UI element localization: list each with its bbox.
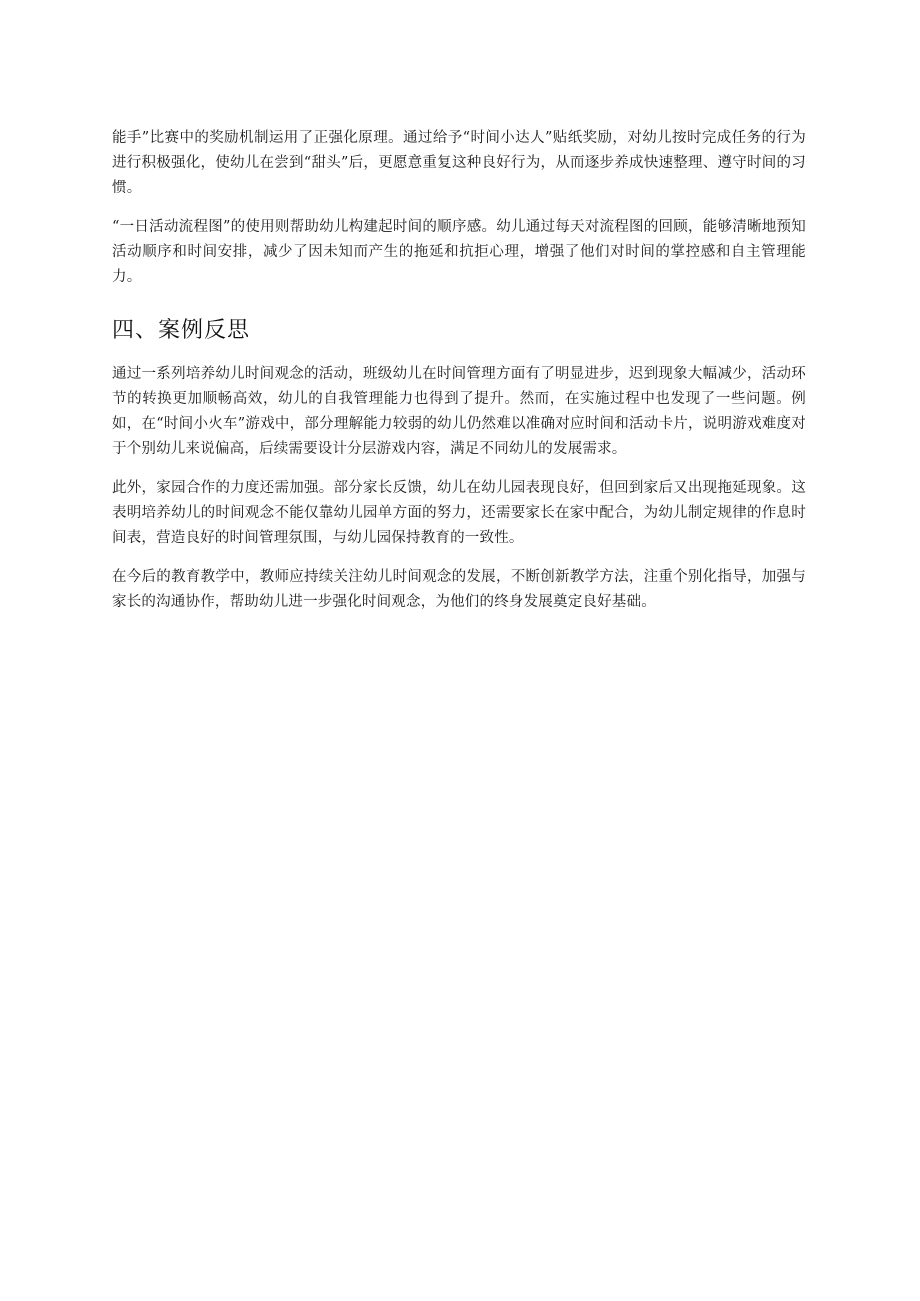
- document-page: [112, 126, 806, 629]
- paragraph-reflection-progress: 通过一系列培养幼儿时间观念的活动，班级幼儿在时间管理方面有了明显进步，迟到现象大幅减少，活动环节的转换更加顺畅高效，幼儿的自我管理能力也得到了提升。然而，在实施过程中也发现了一些问题。例如，在“时间小火车”游戏中，部分理解能力较弱的幼儿仍然难以准确对应时间和活动卡片，说明游戏难度对于个别幼儿来说偏高，后续需要设计分层游戏内容，满足不同幼儿的发展需求。: [112, 366, 806, 457]
- paragraph-flowchart: “一日活动流程图”的使用则帮助幼儿构建起时间的顺序感。幼儿通过每天对流程图的回顾，能够清晰地预知活动顺序和时间安排，减少了因未知而产生的拖延和抗拒心理，增强了他们对时间的掌控感和自主管理能力。: [112, 219, 806, 285]
- paragraph-home-school-cooperation: 此外，家园合作的力度还需加强。部分家长反馈，幼儿在幼儿园表现良好，但回到家后又出现拖延现象。这表明培养幼儿的时间观念不能仅靠幼儿园单方面的努力，还需要家长在家中配合，为幼儿制定规律的作息时间表，营造良好的时间管理氛围，与幼儿园保持教育的一致性。: [112, 480, 806, 546]
- paragraph-future-teaching: 在今后的教育教学中，教师应持续关注幼儿时间观念的发展，不断创新教学方法，注重个别化指导，加强与家长的沟通协作，帮助幼儿进一步强化时间观念，为他们的终身发展奠定良好基础。: [112, 569, 806, 610]
- section-heading-reflection: 四、案例反思: [112, 318, 251, 343]
- paragraph-reward-mechanism: 能手”比赛中的奖励机制运用了正强化原理。通过给予“时间小达人”贴纸奖励，对幼儿按时完成任务的行为进行积极强化，使幼儿在尝到“甜头”后，更愿意重复这种良好行为，从而逐步养成快速整理、遵守时间的习惯。: [112, 130, 806, 196]
